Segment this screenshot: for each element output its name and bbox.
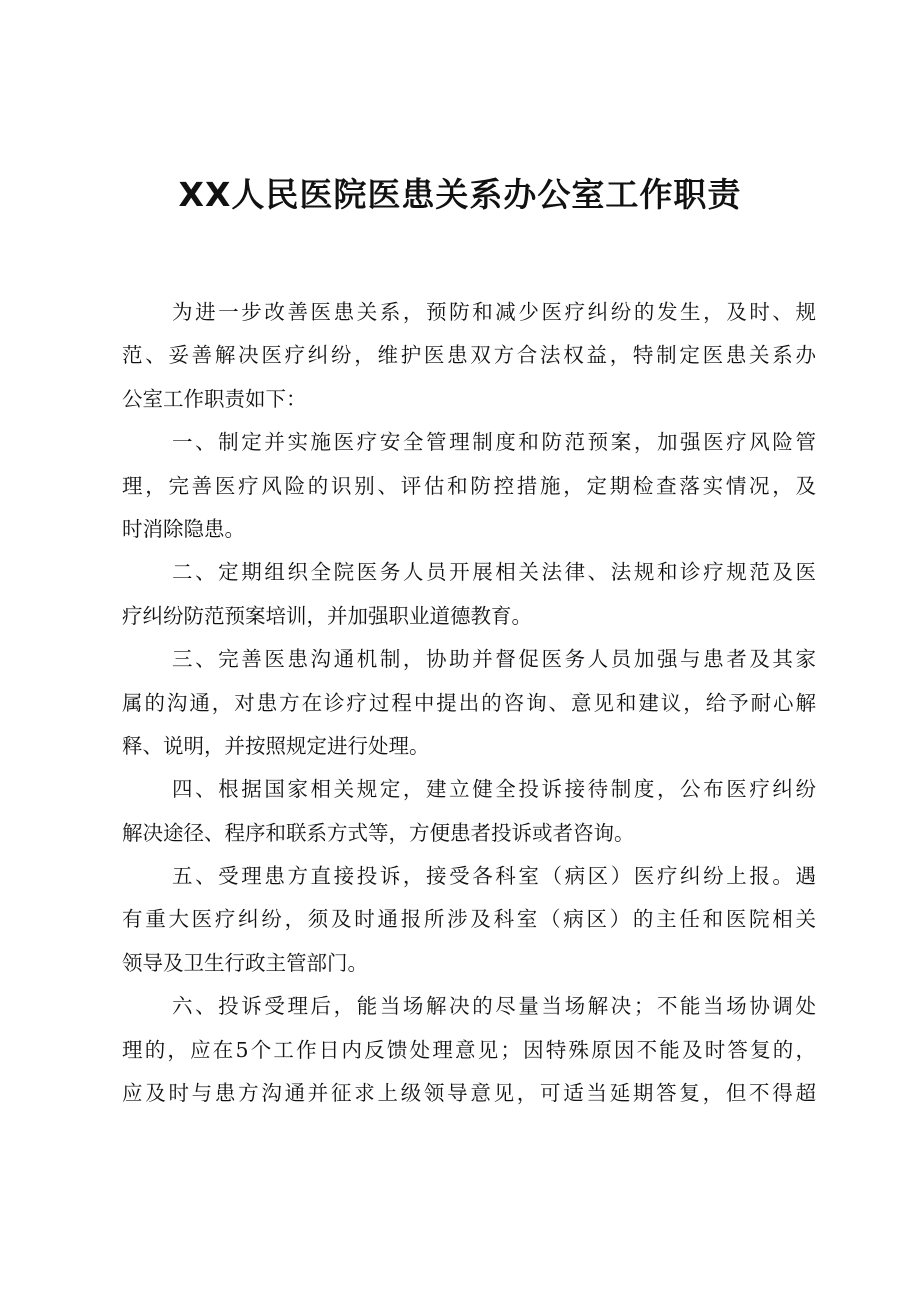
paragraph-line: 公室工作职责如下： <box>122 386 307 411</box>
paragraph <box>122 768 816 855</box>
paragraph-line: 属的沟通，对患方在诊疗过程中提出的咨询、意见和建议，给予耐心解 <box>122 690 816 715</box>
paragraph-line: 释、说明，并按照规定进行处理。 <box>122 733 430 758</box>
paragraph-line: 二、定期组织全院医务人员开展相关法律、法规和诊疗规范及医 <box>172 560 816 585</box>
paragraph-line: 范、妥善解决医疗纠纷，维护医患双方合法权益，特制定医患关系办 <box>122 343 816 368</box>
paragraph-line: 三、完善医患沟通机制，协助并督促医务人员加强与患者及其家 <box>172 647 816 672</box>
document-title: XX人民医院医患关系办公室工作职责 <box>178 175 742 214</box>
paragraph-line: 五、受理患方直接投诉，接受各科室（病区）医疗纠纷上报。遇 <box>172 864 816 889</box>
paragraph-line: 为进一步改善医患关系，预防和减少医疗纠纷的发生，及时、规 <box>172 300 816 324</box>
paragraph <box>122 638 816 768</box>
document-body <box>122 291 816 1115</box>
paragraph-line: 解决途径、程序和联系方式等，方便患者投诉或者咨询。 <box>122 820 635 845</box>
paragraph <box>122 291 816 421</box>
paragraph-line: 时消除隐患。 <box>122 516 245 541</box>
paragraph-line: 有重大医疗纠纷，须及时通报所涉及科室（病区）的主任和医院相关 <box>122 907 816 932</box>
paragraph-line: 领导及卫生行政主管部门。 <box>122 950 368 975</box>
paragraph <box>122 551 816 638</box>
paragraph <box>122 421 816 551</box>
paragraph <box>122 985 816 1115</box>
paragraph-line: 疗纠纷防范预案培训，并加强职业道德教育。 <box>122 603 532 628</box>
paragraph-line: 应及时与患方沟通并征求上级领导意见，可适当延期答复，但不得超 <box>122 1081 816 1106</box>
paragraph-line: 理的，应在5个工作日内反馈处理意见；因特殊原因不能及时答复的， <box>122 1037 816 1062</box>
paragraph-line: 六、投诉受理后，能当场解决的尽量当场解决；不能当场协调处 <box>172 994 816 1019</box>
paragraph-line: 四、根据国家相关规定，建立健全投诉接待制度，公布医疗纠纷 <box>172 777 816 802</box>
paragraph-line: 理，完善医疗风险的识别、评估和防控措施，定期检查落实情况，及 <box>122 473 816 498</box>
paragraph-line: 一、制定并实施医疗安全管理制度和防范预案，加强医疗风险管 <box>172 430 816 455</box>
paragraph <box>122 855 816 985</box>
